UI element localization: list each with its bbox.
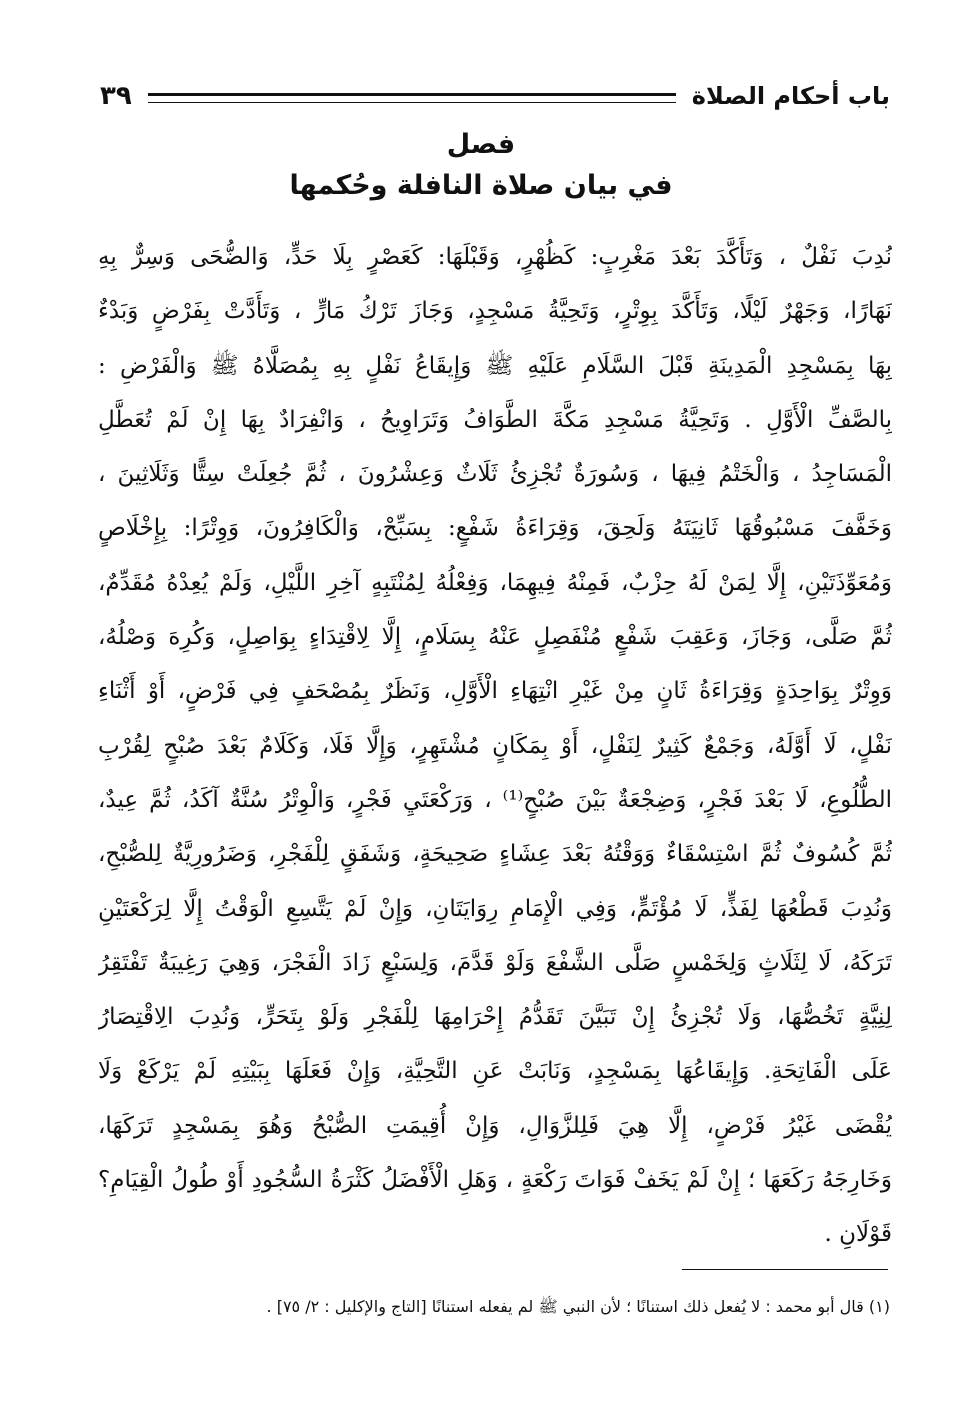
section-subtitle: في بيان صلاة النافلة وحُكمها <box>289 170 673 201</box>
text-line: لِنِيَّةٍ تَخُصُّهَا، وَلَا تُجْزِئُ إِنْ تَبَيَّنَ تَقَدُّمُ إِحْرَامِهَا لِلْفَجْرِ وَلَوْ بِتَحَرٍّ، وَنُدِبَ الِاقْتِصَارُ <box>98 1004 892 1031</box>
text-line: وَخَارِجَهُ رَكَعَهَا ؛ إِنْ لَمْ يَخَفْ فَوَاتَ رَكْعَةٍ ، وَهَلِ الْأَفْضَلُ كَثْرَةُ السُّجُودِ أَوْ طُولُ الْقِيَامِ؟ <box>98 1167 892 1194</box>
text-line: وَوِتْرٌ بِوَاحِدَةٍ وَقِرَاءَةُ ثَانٍ مِنْ غَيْرِ انْتِهَاءِ الْأَوَّلِ، وَنَظَرٌ بِمُصْحَفٍ فِي فَرْضٍ، أَوْ أَثْنَاءِ <box>98 678 892 705</box>
text-line: عَلَى الْفَاتِحَةِ. وَإِيقَاعُهَا بِمَسْجِدٍ، وَنَابَتْ عَنِ التَّحِيَّةِ، وَإِنْ فَعَلَهَا بِبَيْتِهِ لَمْ يَرْكَعْ وَلَا <box>98 1058 892 1085</box>
page-header <box>100 72 890 120</box>
text-line: وَخَفَّفَ مَسْبُوقُهَا ثَانِيَتَهُ وَلَحِقَ، وَقِرَاءَةُ شَفْعٍ: بِسَبِّحْ، وَالْكَافِرُونَ، وَوِتْرًا: بِإِخْلَاصٍ <box>98 515 892 542</box>
body-text <box>98 230 892 1262</box>
text-line: نُدِبَ نَفْلٌ ، وَتَأَكَّدَ بَعْدَ مَغْرِبٍ: كَظُهْرٍ، وَقَبْلَهَا: كَعَصْرٍ بِلَا حَدٍّ، وَالضُّحَى وَسِرٌّ بِهِ <box>98 244 892 270</box>
text-line: نَفْلٍ، لَا أَوَّلَهُ، وَجَمْعٌ كَثِيرٌ لِنَفْلٍ، أَوْ بِمَكَانٍ مُشْتَهِرٍ، وَإِلَّا فَلَا، وَكَلَامٌ بَعْدَ صُبْحٍ لِقُرْبِ <box>98 732 892 759</box>
footnote-divider <box>682 1269 888 1270</box>
text-line: الطُّلُوعِ، لَا بَعْدَ فَجْرٍ، وَضِجْعَةٌ بَيْنَ صُبْحٍ⁽¹⁾ ، وَرَكْعَتَيِ فَجْرٍ، وَالْوِتْرُ سُنَّةٌ آكَدُ، ثُمَّ عِيدٌ، <box>98 786 892 813</box>
text-line: قَوْلَانِ . <box>824 1221 892 1248</box>
text-line: بِالصَّفِّ الْأَوَّلِ . وَتَحِيَّةُ مَسْجِدِ مَكَّةَ الطَّوَافُ وَتَرَاوِيحُ ، وَانْفِرَادٌ بِهَا إِنْ لَمْ تُعَطَّلِ <box>98 406 892 433</box>
text-line: تَرَكَهُ، لَا لِثَلَاثٍ وَلِخَمْسٍ صَلَّى الشَّفْعَ وَلَوْ قَدَّمَ، وَلِسَبْعٍ زَادَ الْفَجْرَ، وَهِيَ رَغِيبَةٌ تَفْتَقِرُ <box>98 949 892 976</box>
page-number: ٣٩ <box>100 81 132 111</box>
text-line: الْمَسَاجِدُ ، وَالْخَتْمُ فِيهَا ، وَسُورَةٌ تُجْزِئُ ثَلَاثٌ وَعِشْرُونَ ، ثُمَّ جُعِلَتْ سِتًّا وَثَلَاثِينَ ، <box>98 461 892 488</box>
header-rule <box>148 93 676 103</box>
text-line: وَمُعَوِّذَتَيْنِ، إِلَّا لِمَنْ لَهُ حِزْبٌ، فَمِنْهُ فِيهِمَا، وَفِعْلُهُ لِمُنْتَبِهٍ آخِرِ اللَّيْلِ، وَلَمْ يُعِدْهُ مُقَدِّمٌ، <box>98 569 892 596</box>
text-line: ثُمَّ صَلَّى، وَجَازَ، وَعَقِبَ شَفْعٍ مُنْفَصِلٍ عَنْهُ بِسَلَامٍ، إِلَّا لِاقْتِدَاءٍ بِوَاصِلٍ، وَكُرِهَ وَصْلُهُ، <box>98 624 892 651</box>
text-line: بِهَا بِمَسْجِدِ الْمَدِينَةِ قَبْلَ السَّلَامِ عَلَيْهِ ﷺ وَإِيقَاعُ نَفْلٍ بِهِ بِمُصَلَّاهُ ﷺ وَالْفَرْضِ : <box>98 352 892 379</box>
footnote: (١) قال أبو محمد : لا يُفعل ذلك استنانًا ؛ لأن النبي ﷺ لم يفعله استنانًا [التاج والإكليل : ٢/ ٧٥] . <box>266 1297 890 1316</box>
text-line: ثُمَّ كُسُوفٌ ثُمَّ اسْتِسْقَاءٌ وَوَقْتُهُ بَعْدَ عِشَاءٍ صَحِيحَةٍ، وَشَفَقٍ لِلْفَجْرِ، وَضَرُورِيَّةٌ لِلصُّبْحِ، <box>98 841 892 868</box>
section-title: فصل <box>446 129 516 160</box>
text-line: يُقْضَى غَيْرُ فَرْضٍ، إِلَّا هِيَ فَلِلزَّوَالِ، وَإِنْ أُقِيمَتِ الصُّبْحُ وَهُوَ بِمَسْجِدٍ تَرَكَهَا، <box>98 1112 892 1139</box>
text-line: وَنُدِبَ قَطْعُهَا لِفَذٍّ، لَا مُؤْتَمٍّ، وَفِي الْإِمَامِ رِوَايَتَانِ، وَإِنْ لَمْ يَتَّسِعِ الْوَقْتُ إِلَّا لِرَكْعَتَيْنِ <box>98 895 892 922</box>
text-line: نَهَارًا، وَجَهْرٌ لَيْلًا، وَتَأَكَّدَ بِوِتْرٍ، وَتَحِيَّةُ مَسْجِدٍ، وَجَازَ تَرْكُ مَارٍّ ، وَتَأَدَّتْ بِفَرْضٍ وَبَدْءٌ <box>98 298 892 325</box>
chapter-title: باب أحكام الصلاة <box>691 82 890 110</box>
